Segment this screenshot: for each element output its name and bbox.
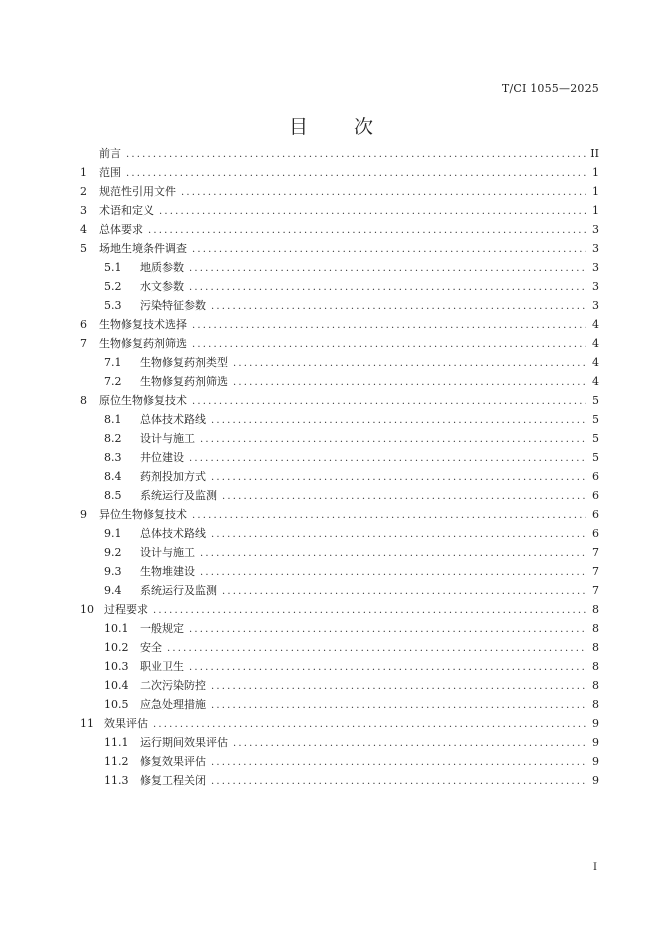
toc-dot-leader [211, 677, 586, 696]
toc-section-title: 生物修复药剂筛选 [140, 375, 228, 388]
toc-section-number: 10.1 [104, 622, 129, 635]
toc-page-number: 8 [592, 622, 599, 635]
toc-page-number: 7 [592, 584, 599, 597]
toc-entry[interactable] [80, 220, 599, 239]
toc-section-number: 11.1 [104, 736, 129, 749]
toc-section-number: 1 [80, 166, 87, 179]
toc-page-number: 8 [592, 679, 599, 692]
toc-section-title: 总体要求 [99, 223, 143, 236]
toc-page-number: 9 [592, 736, 599, 749]
toc-section-title: 一般规定 [140, 622, 184, 635]
toc-entry[interactable] [80, 467, 599, 486]
toc-dot-leader [126, 145, 586, 164]
toc-dot-leader [189, 449, 586, 468]
toc-section-number: 8.2 [104, 432, 122, 445]
toc-section-number: 9.3 [104, 565, 122, 578]
toc-page-number: 1 [592, 204, 599, 217]
toc-section-number: 4 [80, 223, 87, 236]
toc-section-title: 效果评估 [104, 717, 148, 730]
toc-section-number: 9.1 [104, 527, 122, 540]
toc-section-number: 5.3 [104, 299, 122, 312]
toc-dot-leader [200, 430, 586, 449]
toc-page-number: 6 [592, 527, 599, 540]
toc-entry[interactable] [80, 505, 599, 524]
toc-dot-leader [192, 506, 586, 525]
toc-section-title: 前言 [99, 147, 121, 160]
toc-section-number: 8.1 [104, 413, 122, 426]
toc-section-number: 9.4 [104, 584, 122, 597]
toc-section-title: 生物堆建设 [140, 565, 195, 578]
toc-entry[interactable] [80, 163, 599, 182]
toc-dot-leader [233, 373, 586, 392]
toc-section-number: 5.2 [104, 280, 122, 293]
toc-entry[interactable] [80, 391, 599, 410]
toc-section-number: 7.1 [104, 356, 122, 369]
toc-dot-leader [159, 202, 586, 221]
toc-entry[interactable] [80, 182, 599, 201]
toc-section-number: 10.2 [104, 641, 129, 654]
toc-entry[interactable] [80, 353, 599, 372]
toc-section-title: 生物修复技术选择 [99, 318, 187, 331]
toc-section-title: 职业卫生 [140, 660, 184, 673]
toc-entry[interactable] [80, 486, 599, 505]
toc-entry[interactable] [80, 638, 599, 657]
toc-section-title: 术语和定义 [99, 204, 154, 217]
toc-section-title: 设计与施工 [140, 432, 195, 445]
toc-dot-leader [222, 582, 586, 601]
toc-dot-leader [211, 696, 586, 715]
toc-dot-leader [200, 544, 586, 563]
toc-section-number: 9 [80, 508, 87, 521]
toc-entry[interactable] [80, 676, 599, 695]
toc-dot-leader [126, 164, 586, 183]
toc-page-number: 5 [592, 451, 599, 464]
toc-entry[interactable] [80, 315, 599, 334]
toc-dot-leader [211, 297, 586, 316]
toc-section-title: 规范性引用文件 [99, 185, 176, 198]
toc-dot-leader [233, 354, 586, 373]
toc-dot-leader [211, 468, 586, 487]
toc-section-title: 二次污染防控 [140, 679, 206, 692]
toc-dot-leader [211, 753, 586, 772]
toc-section-number: 10.5 [104, 698, 129, 711]
toc-entry[interactable] [80, 619, 599, 638]
toc-section-number: 5.1 [104, 261, 122, 274]
toc-section-title: 系统运行及监测 [140, 489, 217, 502]
toc-dot-leader [233, 734, 586, 753]
toc-page-number: 8 [592, 660, 599, 673]
toc-section-number: 10.3 [104, 660, 129, 673]
toc-dot-leader [222, 487, 586, 506]
toc-dot-leader [192, 316, 586, 335]
toc-section-title: 地质参数 [140, 261, 184, 274]
toc-page-number: 3 [592, 242, 599, 255]
toc-section-title: 生物修复药剂筛选 [99, 337, 187, 350]
toc-section-title: 修复效果评估 [140, 755, 206, 768]
toc-section-number: 7 [80, 337, 87, 350]
toc-entry[interactable] [80, 296, 599, 315]
toc-entry[interactable] [80, 144, 599, 163]
toc-entry[interactable] [80, 277, 599, 296]
toc-page-number: 7 [592, 546, 599, 559]
toc-section-title: 过程要求 [104, 603, 148, 616]
toc-page-number: 9 [592, 717, 599, 730]
toc-dot-leader [211, 772, 586, 791]
toc-entry[interactable] [80, 201, 599, 220]
toc-entry[interactable] [80, 410, 599, 429]
toc-dot-leader [211, 411, 586, 430]
toc-entry[interactable] [80, 600, 599, 619]
toc-page-number: 4 [592, 318, 599, 331]
toc-section-number: 8 [80, 394, 87, 407]
toc-section-number: 5 [80, 242, 87, 255]
toc-section-title: 修复工程关闭 [140, 774, 206, 787]
toc-page-number: 9 [592, 755, 599, 768]
toc-section-title: 设计与施工 [140, 546, 195, 559]
toc-page-number: 3 [592, 261, 599, 274]
toc-entry[interactable] [80, 448, 599, 467]
toc-page-number: 6 [592, 489, 599, 502]
toc-section-number: 2 [80, 185, 87, 198]
toc-section-number: 3 [80, 204, 87, 217]
toc-dot-leader [192, 392, 586, 411]
toc-section-title: 运行期间效果评估 [140, 736, 228, 749]
toc-section-title: 系统运行及监测 [140, 584, 217, 597]
toc-dot-leader [189, 620, 586, 639]
toc-page-number: 3 [592, 299, 599, 312]
toc-section-title: 总体技术路线 [140, 527, 206, 540]
toc-section-title: 范围 [99, 166, 121, 179]
toc-page-number: 6 [592, 470, 599, 483]
toc-dot-leader [189, 278, 586, 297]
toc-section-number: 11.3 [104, 774, 129, 787]
toc-section-title: 水文参数 [140, 280, 184, 293]
toc-page-number: 1 [592, 166, 599, 179]
toc-entry[interactable] [80, 372, 599, 391]
toc-section-number: 8.4 [104, 470, 122, 483]
toc-section-title: 总体技术路线 [140, 413, 206, 426]
toc-dot-leader [192, 335, 586, 354]
toc-entry[interactable] [80, 771, 599, 790]
toc-page-number: 9 [592, 774, 599, 787]
toc-entry[interactable] [80, 239, 599, 258]
toc-entry[interactable] [80, 752, 599, 771]
toc-entry[interactable] [80, 562, 599, 581]
toc-section-number: 6 [80, 318, 87, 331]
toc-section-number: 10.4 [104, 679, 129, 692]
toc-entry[interactable] [80, 524, 599, 543]
toc-section-number: 9.2 [104, 546, 122, 559]
toc-dot-leader [148, 221, 586, 240]
toc-entry[interactable] [80, 714, 599, 733]
toc-page-number: 4 [592, 337, 599, 350]
toc-page-number: 4 [592, 356, 599, 369]
toc-section-number: 7.2 [104, 375, 122, 388]
toc-entry[interactable] [80, 543, 599, 562]
toc-dot-leader [189, 259, 586, 278]
toc-section-title: 药剂投加方式 [140, 470, 206, 483]
toc-entry[interactable] [80, 657, 599, 676]
toc-section-number: 11.2 [104, 755, 129, 768]
toc-dot-leader [167, 639, 586, 658]
toc-page-number: 5 [592, 413, 599, 426]
toc-page-number: 8 [592, 698, 599, 711]
toc-entry[interactable] [80, 581, 599, 600]
toc-section-number: 10 [80, 603, 94, 616]
toc-section-title: 应急处理措施 [140, 698, 206, 711]
toc-page-number: 7 [592, 565, 599, 578]
toc-section-title: 污染特征参数 [140, 299, 206, 312]
toc-section-number: 8.3 [104, 451, 122, 464]
toc-section-number: 8.5 [104, 489, 122, 502]
toc-entry[interactable] [80, 429, 599, 448]
document-code: T/CI 1055—2025 [501, 82, 599, 95]
toc-entry[interactable] [80, 695, 599, 714]
toc-page-number: 8 [592, 641, 599, 654]
toc-entry[interactable] [80, 733, 599, 752]
toc-page-number: 5 [592, 432, 599, 445]
toc-dot-leader [200, 563, 586, 582]
toc-page-number: 6 [592, 508, 599, 521]
toc-page-number: 8 [592, 603, 599, 616]
toc-entry[interactable] [80, 334, 599, 353]
table-of-contents [80, 144, 599, 790]
toc-section-number: 11 [80, 717, 94, 730]
toc-section-title: 场地生境条件调查 [99, 242, 187, 255]
toc-dot-leader [192, 240, 586, 259]
toc-section-title: 原位生物修复技术 [99, 394, 187, 407]
toc-section-title: 安全 [140, 641, 162, 654]
toc-section-title: 井位建设 [140, 451, 184, 464]
toc-dot-leader [181, 183, 586, 202]
toc-dot-leader [153, 715, 586, 734]
toc-entry[interactable] [80, 258, 599, 277]
toc-page-number: 1 [592, 185, 599, 198]
toc-section-title: 生物修复药剂类型 [140, 356, 228, 369]
toc-dot-leader [189, 658, 586, 677]
page-number: I [593, 862, 597, 873]
toc-section-title: 异位生物修复技术 [99, 508, 187, 521]
page-title: 目次 [288, 116, 419, 138]
toc-page-number: 4 [592, 375, 599, 388]
toc-page-number: II [590, 147, 599, 160]
toc-dot-leader [211, 525, 586, 544]
toc-page-number: 5 [592, 394, 599, 407]
toc-page-number: 3 [592, 223, 599, 236]
toc-page-number: 3 [592, 280, 599, 293]
toc-dot-leader [153, 601, 586, 620]
